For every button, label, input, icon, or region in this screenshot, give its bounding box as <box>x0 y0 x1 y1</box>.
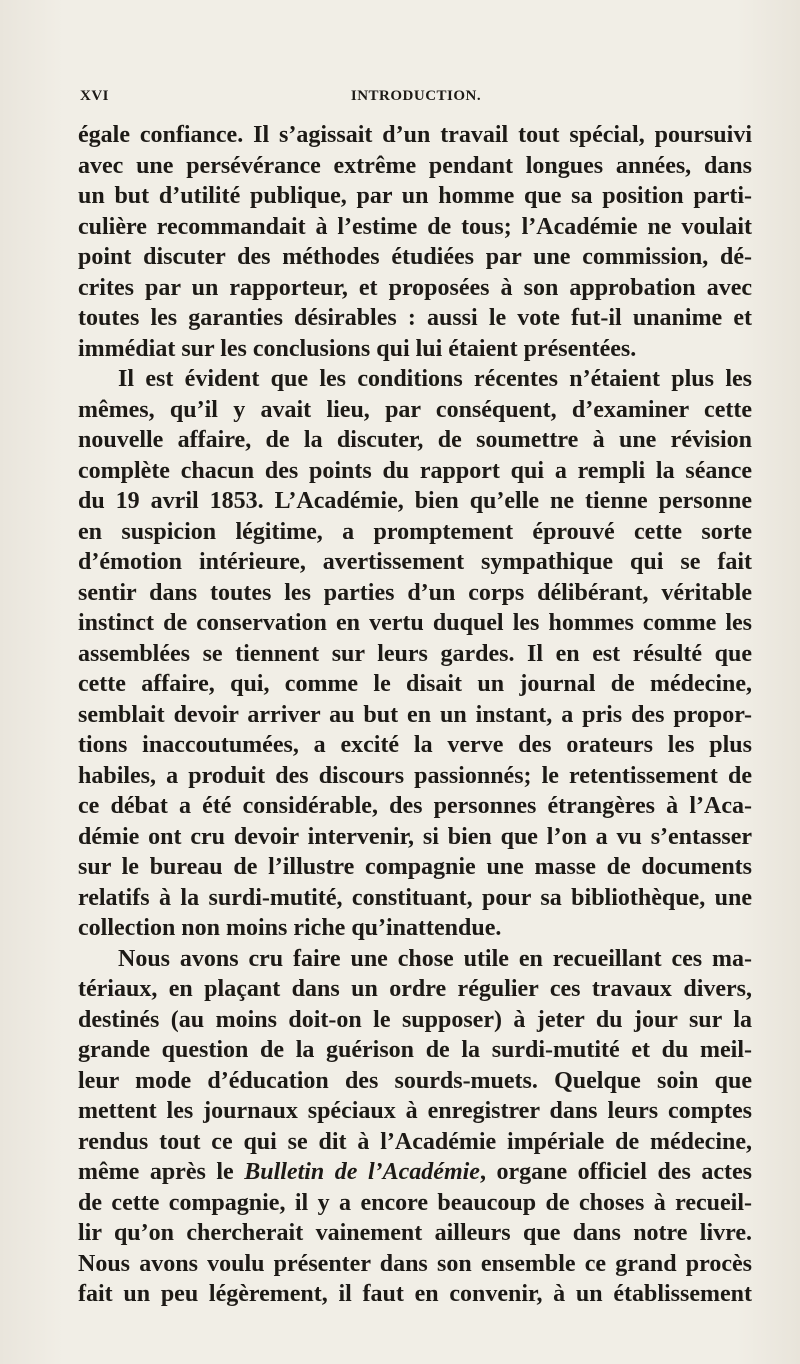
text-line: Il est évident que les conditions récentes n’étaient plus les <box>118 366 752 392</box>
text-line: en suspicion légitime, a promptement éprouvé cette sorte <box>78 518 752 545</box>
text-line: semblait devoir arriver au but en un instant, a pris des propor- <box>78 701 752 728</box>
text-line: relatifs à la surdi-mutité, constituant, pour sa bibliothèque, une <box>78 884 752 911</box>
text-segment: même après le <box>78 1159 245 1185</box>
text-line: de cette compagnie, il y a encore beaucoup de choses à recueil- <box>78 1189 752 1216</box>
text-line: tions inaccoutumées, a excité la verve des orateurs les plus <box>78 732 752 758</box>
text-line: toutes les garanties désirables : aussi le vote fut-il unanime et <box>78 305 752 331</box>
text-line: mettent les journaux spéciaux à enregistrer dans leurs comptes <box>78 1098 752 1124</box>
text-line: sentir dans toutes les parties d’un corps délibérant, véritable <box>78 579 752 606</box>
text-line: d’émotion intérieure, avertissement sympathique qui se fait <box>78 549 752 575</box>
text-line: destinés (au moins doit-on le supposer) à jeter du jour sur la <box>78 1006 752 1033</box>
text-line: lir qu’on chercherait vainement ailleurs que dans notre livre. <box>78 1220 752 1246</box>
text-line: Nous avons cru faire une chose utile en recueillant ces ma- <box>118 945 752 972</box>
text-line: fait un peu légèrement, il faut en convenir, à un établissement <box>78 1281 752 1307</box>
text-line: tériaux, en plaçant dans un ordre régulier ces travaux divers, <box>78 976 752 1002</box>
text-line: culière recommandait à l’estime de tous; l’Académie ne voulait <box>78 213 752 240</box>
text-line: Nous avons voulu présenter dans son ensemble ce grand procès <box>78 1250 752 1277</box>
text-line: immédiat sur les conclusions qui lui étaient présentées. <box>78 335 637 362</box>
text-segment: , organe officiel des actes <box>479 1159 752 1185</box>
text-line: leur mode d’éducation des sourds-muets. Quelque soin que <box>78 1067 752 1094</box>
text-line: démie ont cru devoir intervenir, si bien que l’on a vu s’entasser <box>78 823 752 850</box>
page-number: XVI <box>80 88 110 104</box>
text-line: un but d’utilité publique, par un homme que sa position parti- <box>78 183 752 209</box>
text-line: sur le bureau de l’illustre compagnie une masse de documents <box>78 854 752 880</box>
text-line: ce débat a été considérable, des personnes étrangères à l’Aca- <box>78 793 752 819</box>
text-line: assemblées se tiennent sur leurs gardes. Il en est résulté que <box>78 640 752 667</box>
text-line: avec une persévérance extrême pendant longues années, dans <box>78 152 752 179</box>
text-line: collection non moins riche qu’inattendue. <box>78 915 502 941</box>
page-header <box>80 88 752 114</box>
text-line: mêmes, qu’il y avait lieu, par conséquent, d’examiner cette <box>78 396 752 423</box>
text-line: du 19 avril 1853. L’Académie, bien qu’elle ne tienne personne <box>78 488 752 514</box>
text-line: nouvelle affaire, de la discuter, de soumettre à une révision <box>78 427 752 453</box>
text-line <box>78 1157 752 1188</box>
text-line: grande question de la guérison de la surdi-mutité et du meil- <box>78 1037 752 1063</box>
text-line: crites par un rapporteur, et proposées à son approbation avec <box>78 274 752 301</box>
text-line: habiles, a produit des discours passionnés; le retentissement de <box>78 762 752 789</box>
italic-title: Bulletin de l’Académie <box>244 1159 480 1185</box>
text-line: égale confiance. Il s’agissait d’un travail tout spécial, poursuivi <box>78 122 752 148</box>
text-line: complète chacun des points du rapport qui a rempli la séance <box>78 457 752 484</box>
text-line: point discuter des méthodes étudiées par une commission, dé- <box>78 244 752 270</box>
text-line: rendus tout ce qui se dit à l’Académie impériale de médecine, <box>78 1128 752 1155</box>
text-line: cette affaire, qui, comme le disait un journal de médecine, <box>78 671 752 697</box>
running-title: INTRODUCTION. <box>350 88 482 104</box>
text-line: instinct de conservation en vertu duquel les hommes comme les <box>78 610 752 636</box>
body-text <box>78 120 752 1310</box>
